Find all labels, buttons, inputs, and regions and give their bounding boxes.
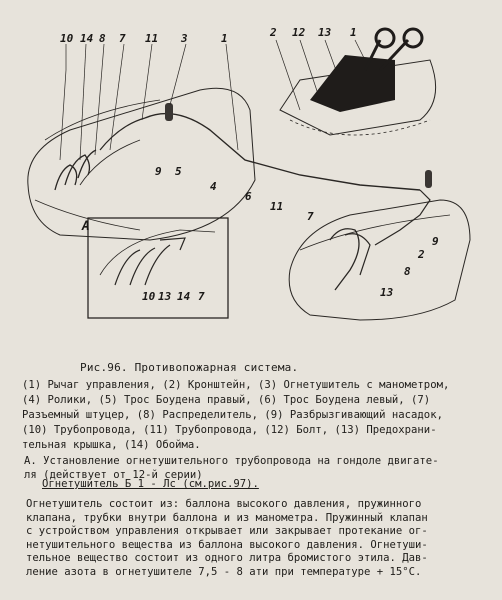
svg-text:8: 8 bbox=[404, 265, 411, 278]
svg-text:11: 11 bbox=[145, 32, 159, 45]
svg-text:10: 10 bbox=[60, 32, 74, 45]
svg-text:9: 9 bbox=[155, 165, 162, 178]
svg-text:13: 13 bbox=[318, 26, 332, 39]
svg-text:7: 7 bbox=[119, 32, 126, 45]
svg-text:7: 7 bbox=[307, 210, 314, 223]
svg-text:12: 12 bbox=[292, 26, 306, 39]
svg-text:11: 11 bbox=[270, 200, 284, 213]
svg-text:8: 8 bbox=[99, 32, 106, 45]
right-labels bbox=[380, 235, 439, 299]
svg-text:10: 10 bbox=[142, 290, 156, 303]
svg-text:14: 14 bbox=[177, 290, 191, 303]
svg-text:A: A bbox=[82, 219, 90, 234]
svg-text:6: 6 bbox=[245, 190, 252, 203]
svg-text:13: 13 bbox=[380, 286, 394, 299]
svg-text:1: 1 bbox=[221, 32, 228, 45]
top-left-labels bbox=[60, 32, 228, 45]
svg-text:2: 2 bbox=[418, 248, 425, 261]
svg-text:14: 14 bbox=[80, 32, 94, 45]
inset-labels bbox=[81, 219, 205, 303]
svg-text:4: 4 bbox=[210, 180, 217, 193]
svg-text:1: 1 bbox=[350, 26, 357, 39]
section-heading: А. Установление огнетушительного трубопровода на гондоле двигате- ля (действует от 12-й серии) bbox=[24, 455, 439, 481]
svg-text:5: 5 bbox=[175, 165, 182, 178]
figure-caption: Рис.96. Противопожарная система. bbox=[80, 361, 299, 374]
svg-text:13: 13 bbox=[158, 290, 172, 303]
body-paragraph: Огнетушитель состоит из: баллона высокого давления, пружинного клапана, трубки внутри баллона и из манометра. Пружинный клапан с устройством управления открывает или закрывает протекание ог- нетушительного вещества из баллона высокого давления. Огнетуши- тельное вещество состоит из одного литра бромистого этила. Дав- ление азота в огнетушителе 7,5 - 8 ати при температуре + 15°С. bbox=[26, 498, 428, 578]
svg-text:3: 3 bbox=[181, 32, 188, 45]
svg-text:9: 9 bbox=[432, 235, 439, 248]
subheading: Огнетушитель Б 1 - Лс (см.рис.97). bbox=[42, 478, 259, 490]
svg-text:7: 7 bbox=[198, 290, 205, 303]
top-right-labels bbox=[269, 26, 357, 39]
control-lever-block bbox=[310, 29, 422, 112]
svg-text:2: 2 bbox=[270, 26, 277, 39]
middle-labels bbox=[155, 165, 314, 223]
figure-legend: (1) Рычаг управления, (2) Кронштейн, (3) Огнетушитель с манометром, (4) Ролики, (5) Трос Боудена правый, (6) Трос Боудена левый, (7) Разъемный штуцер, (8) Распределитель, (9) Разбрызгивающий насадок, (10) Трубопровода, (11) Трубопровода, (12) Болт, (13) Предохрани- тельная крышка, (14) Обойма. bbox=[22, 379, 450, 451]
